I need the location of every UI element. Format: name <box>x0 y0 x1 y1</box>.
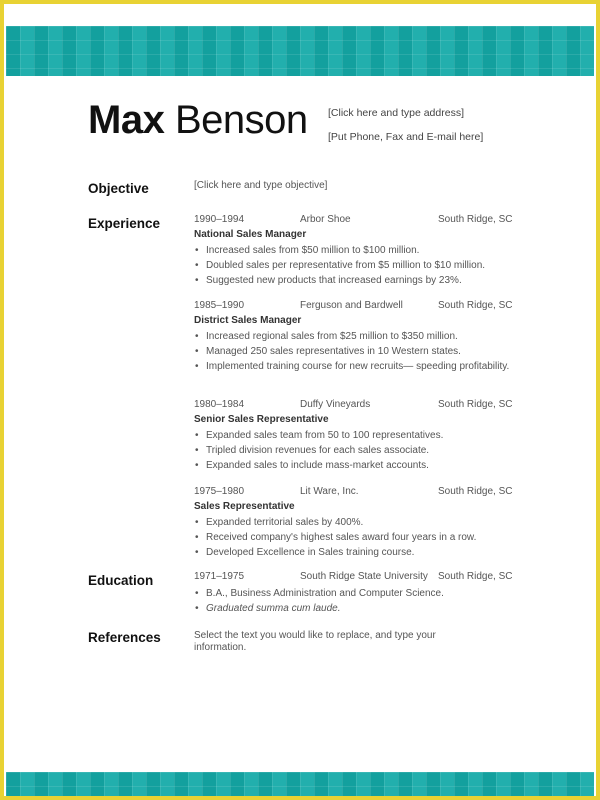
job-location: South Ridge, SC <box>438 486 513 497</box>
job-company: Ferguson and Bardwell <box>300 300 403 311</box>
job-entry <box>194 399 514 473</box>
job-bullets <box>194 428 514 473</box>
job-bullets <box>194 243 514 288</box>
job-years: 1980–1984 <box>194 399 245 410</box>
job-bullets <box>194 329 514 374</box>
header-pattern-band <box>6 26 594 76</box>
list-item: • Doubled sales per representative from $5 million to $10 million. <box>194 258 514 273</box>
job-bullets <box>194 515 514 560</box>
footer-pattern-band <box>6 772 594 796</box>
resume-page <box>4 4 596 796</box>
job-entry <box>194 300 514 374</box>
job-company: Duffy Vineyards <box>300 399 371 410</box>
contact-placeholder[interactable]: [Put Phone, Fax and E-mail here] <box>328 131 484 143</box>
education-heading: Education <box>88 573 154 588</box>
education-entry <box>194 571 514 616</box>
objective-heading: Objective <box>88 181 149 196</box>
job-title: District Sales Manager <box>194 315 302 326</box>
job-title: National Sales Manager <box>194 229 307 240</box>
last-name: Benson <box>174 98 308 142</box>
job-location: South Ridge, SC <box>438 399 513 410</box>
list-item: • Developed Excellence in Sales training course. <box>194 545 514 560</box>
job-entry <box>194 214 514 288</box>
list-item: • Suggested new products that increased earnings by 23%. <box>194 273 514 288</box>
first-name: Max <box>88 98 165 142</box>
education-location: South Ridge, SC <box>438 571 513 582</box>
job-company: Lit Ware, Inc. <box>300 486 359 497</box>
job-company: Arbor Shoe <box>300 214 351 225</box>
job-location: South Ridge, SC <box>438 300 513 311</box>
list-item: • B.A., Business Administration and Computer Science. <box>194 586 514 601</box>
list-item: • Tripled division revenues for each sales associate. <box>194 443 514 458</box>
list-item: • Received company's highest sales award four years in a row. <box>194 530 514 545</box>
applicant-name[interactable] <box>88 98 308 143</box>
list-item: • Expanded sales to include mass-market accounts. <box>194 458 514 473</box>
list-item: • Graduated summa cum laude. <box>194 601 514 616</box>
job-years: 1990–1994 <box>194 214 245 225</box>
address-placeholder[interactable]: [Click here and type address] <box>328 107 464 119</box>
job-title: Senior Sales Representative <box>194 414 329 425</box>
job-years: 1985–1990 <box>194 300 245 311</box>
job-entry <box>194 486 514 560</box>
list-item: • Expanded territorial sales by 400%. <box>194 515 514 530</box>
list-item: • Managed 250 sales representatives in 10 Western states. <box>194 344 514 359</box>
references-heading: References <box>88 630 161 645</box>
education-bullets <box>194 586 514 616</box>
list-item: • Expanded sales team from 50 to 100 representatives. <box>194 428 514 443</box>
objective-placeholder[interactable]: [Click here and type objective] <box>194 180 328 191</box>
experience-heading: Experience <box>88 216 161 231</box>
job-location: South Ridge, SC <box>438 214 513 225</box>
references-placeholder[interactable]: Select the text you would like to replace, and type your information. <box>194 630 436 653</box>
list-item: • Implemented training course for new recruits— speeding profitability. <box>194 359 514 374</box>
list-item: • Increased sales from $50 million to $100 million. <box>194 243 514 258</box>
job-title: Sales Representative <box>194 501 295 512</box>
education-school: South Ridge State University <box>300 571 428 582</box>
list-item: • Increased regional sales from $25 million to $350 million. <box>194 329 514 344</box>
job-years: 1975–1980 <box>194 486 245 497</box>
education-years: 1971–1975 <box>194 571 245 582</box>
